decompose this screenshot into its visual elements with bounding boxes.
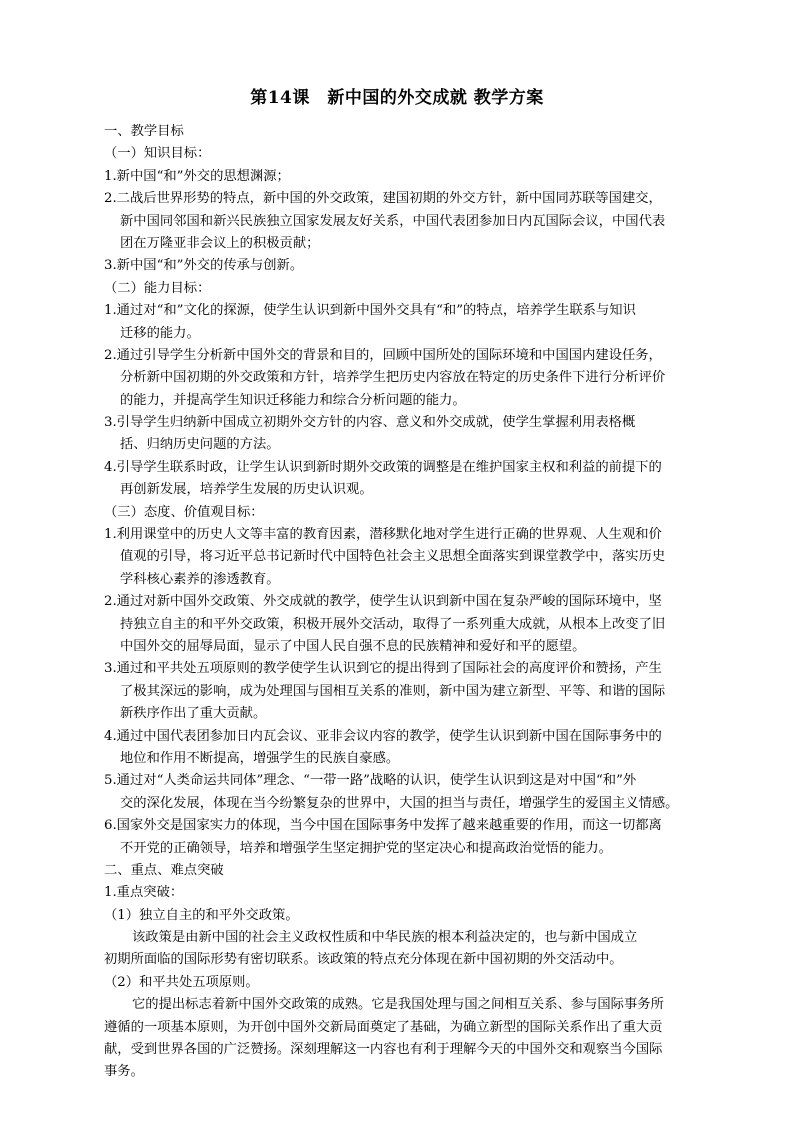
list-item-continued: 新秩序作出了重大贡献。: [120, 706, 267, 722]
list-item: 1.新中国“和”外交的思想渊源；: [104, 168, 290, 184]
list-item: 1.通过对“和”文化的探源，使学生认识到新中国外交具有“和”的特点，培养学生联系与知识: [104, 303, 636, 319]
list-item-continued: 再创新发展，培养学生发展的历史认识观。: [120, 482, 373, 498]
point-heading: （2）和平共处五项原则。: [104, 974, 259, 990]
subsection-heading: 1.重点突破：: [104, 885, 184, 901]
list-item-continued: 括、归纳历史问题的方法。: [120, 437, 280, 453]
list-item-continued: 值观的引导，将习近平总书记新时代中国特色社会主义思想全面落实到课堂教学中，落实历史: [120, 549, 666, 565]
list-item-continued: 不开党的正确领导，培养和增强学生坚定拥护党的坚定决心和提高政治觉悟的能力。: [120, 840, 612, 856]
list-item: 5.通过对“人类命运共同体”理念、“一带一路”战略的认识，使学生认识到这是对中国“和”外: [104, 773, 637, 789]
list-item-continued: 地位和作用不断提高，增强学生的民族自豪感。: [120, 750, 400, 766]
list-item-continued: 交的深化发展，体现在当今纷繁复杂的世界中，大国的担当与责任，增强学生的爱国主义情感。: [120, 795, 679, 811]
subsection-heading: （一）知识目标：: [104, 146, 211, 162]
list-item-continued: 分析新中国初期的外交政策和方针，培养学生把历史内容放在特定的历史条件下进行分析评价: [120, 370, 666, 386]
paragraph-line: 它的提出标志着新中国外交政策的成熟。它是我国处理与国之间相互关系、参与国际事务所: [132, 997, 664, 1013]
list-item-continued: 持独立自主的和平外交政策，积极开展外交活动，取得了一系列重大成就，从根本上改变了旧: [120, 616, 666, 632]
list-item: 1.利用课堂中的历史人文等丰富的教育因素，潜移默化地对学生进行正确的世界观、人生观和价: [104, 527, 662, 543]
section-heading: 二、重点、难点突破: [104, 862, 224, 878]
list-item: 3.新中国“和”外交的传承与创新。: [104, 258, 304, 274]
list-item: 3.引导学生归纳新中国成立初期外交方针的内容、意义和外交成就，使学生掌握利用表格概: [104, 415, 636, 431]
list-item-continued: 学科核心素养的渗透教育。: [120, 571, 280, 587]
list-item: 2.通过对新中国外交政策、外交成就的教学，使学生认识到新中国在复杂严峻的国际环境中，坚: [104, 594, 662, 610]
list-item-continued: 的能力，并提高学生知识迁移能力和综合分析问题的能力。: [120, 392, 466, 408]
subsection-heading: （三）态度、价值观目标：: [104, 504, 264, 520]
paragraph-line: 该政策是由新中国的社会主义政权性质和中华民族的根本利益决定的，也与新中国成立: [132, 930, 638, 946]
paragraph-line: 事务。: [104, 1064, 144, 1080]
list-item: 2.二战后世界形势的特点，新中国的外交政策，建国初期的外交方针，新中国同苏联等国建交，: [104, 191, 662, 207]
paragraph-line: 献，受到世界各国的广泛赞扬。深刻理解这一内容也有利于理解今天的中国外交和观察当今国际: [104, 1042, 663, 1058]
list-item: 4.引导学生联系时政，让学生认识到新时期外交政策的调整是在维护国家主权和利益的前提下的: [104, 459, 662, 475]
document-body: [104, 121, 704, 1084]
paragraph-line: 初期所面临的国际形势有密切联系。该政策的特点充分体现在新中国初期的外交活动中。: [104, 952, 623, 968]
list-item-continued: 了极其深远的影响，成为处理国与国相互关系的准则，新中国为建立新型、平等、和谐的国际: [120, 683, 666, 699]
point-heading: （1）独立自主的和平外交政策。: [104, 907, 299, 923]
list-item-continued: 团在万隆亚非会议上的积极贡献；: [120, 235, 320, 251]
list-item: 6.国家外交是国家实力的体现，当今中国在国际事务中发挥了越来越重要的作用，而这一切都离: [104, 818, 662, 834]
paragraph-line: 遵循的一项基本原则，为开创中国外交新局面奠定了基础，为确立新型的国际关系作出了重大贡: [104, 1019, 663, 1035]
list-item-continued: 新中国同邻国和新兴民族独立国家发展友好关系，中国代表团参加日内瓦国际会议，中国代表: [120, 213, 666, 229]
list-item: 4.通过中国代表团参加日内瓦会议、亚非会议内容的教学，使学生认识到新中国在国际事务中的: [104, 728, 662, 744]
section-heading: 一、教学目标: [104, 124, 184, 139]
list-item-continued: 中国外交的屈辱局面，显示了中国人民自强不息的民族精神和爱好和平的愿望。: [120, 638, 586, 654]
document-title: 第14课 新中国的外交成就 教学方案: [250, 88, 544, 108]
list-item: 2.通过引导学生分析新中国外交的背景和目的，回顾中国所处的国际环境和中国国内建设任务，: [104, 347, 662, 363]
subsection-heading: （二）能力目标：: [104, 280, 211, 296]
list-item-continued: 迁移的能力。: [120, 325, 200, 341]
list-item: 3.通过和平共处五项原则的教学使学生认识到它的提出得到了国际社会的高度评价和赞扬，产生: [104, 661, 662, 677]
